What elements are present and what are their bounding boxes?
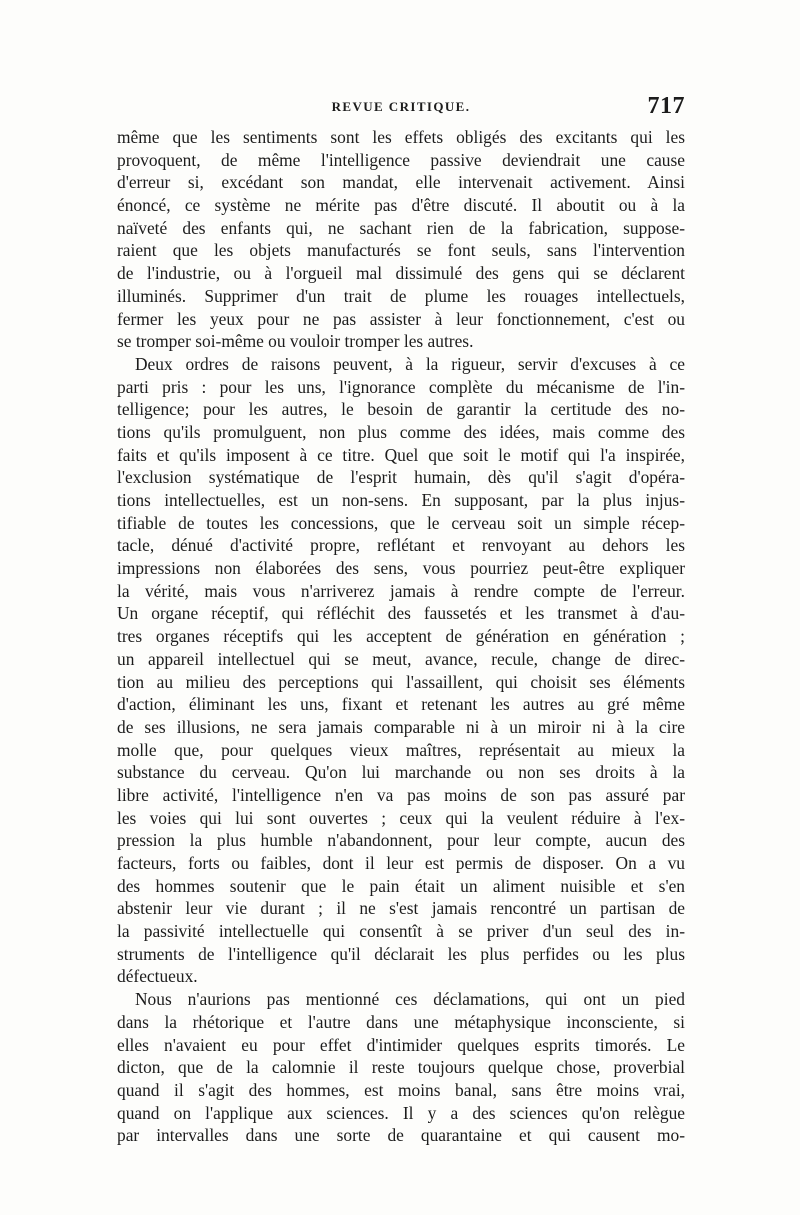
text-line: illuminés. Supprimer d'un trait de plume les rouages intellectuels, [117,285,685,306]
text-line: Nous n'aurions pas mentionné ces déclamations, qui ont un pied [135,989,685,1010]
text-line: se tromper soi-même ou vouloir tromper les autres. [117,331,474,352]
text-line: dicton, que de la calomnie il reste toujours quelque chose, proverbial [117,1057,685,1078]
body-text [117,126,685,1147]
text-line: pression la plus humble n'abandonnent, pour leur compte, aucun des [117,830,685,851]
text-line: elles n'avaient eu pour effet d'intimider quelques esprits timorés. Le [117,1034,685,1055]
text-line: abstenir leur vie durant ; il ne s'est jamais rencontré un partisan de [117,898,685,919]
text-line: libre activité, l'intelligence n'en va pas moins de son pas assuré par [117,784,685,805]
text-line: faits et qu'ils imposent à ce titre. Quel que soit le motif qui l'a inspirée, [117,444,685,465]
text-line: facteurs, forts ou faibles, dont il leur est permis de disposer. On a vu [117,853,685,873]
text-line: quand on l'applique aux sciences. Il y a des sciences qu'on relègue [117,1102,685,1123]
text-line: des hommes soutenir que le pain était un aliment nuisible et s'en [117,875,685,896]
page-number: 717 [647,93,685,119]
text-line: par intervalles dans une sorte de quarantaine et qui causent mo- [117,1125,685,1146]
text-line: la vérité, mais vous n'arriverez jamais à rendre compte de l'erreur. [117,580,685,601]
text-line: de l'industrie, ou à l'orgueil mal dissimulé des gens qui se déclarent [117,263,685,284]
text-line: défectueux. [117,966,198,987]
text-line: tions intellectuelles, est un non-sens. En supposant, par la plus injus- [117,490,685,510]
text-line: tions qu'ils promulguent, non plus comme des idées, mais comme des [117,421,685,442]
text-line: telligence; pour les autres, le besoin de garantir la certitude des no- [117,399,685,420]
text-line: substance du cerveau. Qu'on lui marchande ou non ses droits à la [117,762,685,783]
text-line: énoncé, ce système ne mérite pas d'être discuté. Il aboutit ou à la [117,195,685,216]
text-line: tres organes réceptifs qui les acceptent de génération en génération ; [117,626,685,647]
text-line: naïveté des enfants qui, ne sachant rien de la fabrication, suppose- [117,217,685,238]
text-line: d'erreur si, excédant son mandat, elle intervenait activement. Ainsi [117,172,685,193]
text-line: dans la rhétorique et l'autre dans une métaphysique inconsciente, si [117,1011,685,1032]
text-line: impressions non élaborées des sens, vous pourriez peut-être expliquer [117,558,685,579]
text-line: struments de l'intelligence qu'il déclarait les plus perfides ou les plus [117,943,685,964]
text-line: d'action, éliminant les uns, fixant et retenant les autres au gré même [117,694,685,715]
text-line: tifiable de toutes les concessions, que le cerveau soit un simple récep- [117,512,685,533]
text-line: provoquent, de même l'intelligence passive deviendrait une cause [117,149,685,170]
running-title: REVUE CRITIQUE. [331,99,471,114]
text-line: molle que, pour quelques vieux maîtres, représentait au mieux la [117,739,685,760]
text-line: même que les sentiments sont les effets obligés des excitants qui les [117,127,685,147]
text-line: l'exclusion systématique de l'esprit humain, dès qu'il s'agit d'opéra- [117,467,685,488]
text-line: Deux ordres de raisons peuvent, à la rigueur, servir d'excuses à ce [135,353,685,374]
text-line: tacle, dénué d'activité propre, reflétant et renvoyant au dehors les [117,535,685,556]
text-line: de ses illusions, ne sera jamais comparable ni à un miroir ni à la cire [117,716,685,737]
text-line: parti pris : pour les uns, l'ignorance complète du mécanisme de l'in- [117,376,685,397]
text-line: fermer les yeux pour ne pas assister à leur fonctionnement, c'est ou [117,308,685,329]
text-line: les voies qui lui sont ouvertes ; ceux qui la veulent réduire à l'ex- [117,807,685,828]
text-line: Un organe réceptif, qui réfléchit des faussetés et les transmet à d'au- [117,603,685,624]
text-line: un appareil intellectuel qui se meut, avance, recule, change de direc- [117,648,685,669]
text-line: la passivité intellectuelle qui consentît à se priver d'un seul des in- [117,921,685,942]
text-line: raient que les objets manufacturés se font seuls, sans l'intervention [117,240,685,261]
running-head [117,93,685,123]
text-line: quand il s'agit des hommes, est moins banal, sans être moins vrai, [117,1079,685,1100]
text-line: tion au milieu des perceptions qui l'assaillent, qui choisit ses éléments [117,671,685,692]
